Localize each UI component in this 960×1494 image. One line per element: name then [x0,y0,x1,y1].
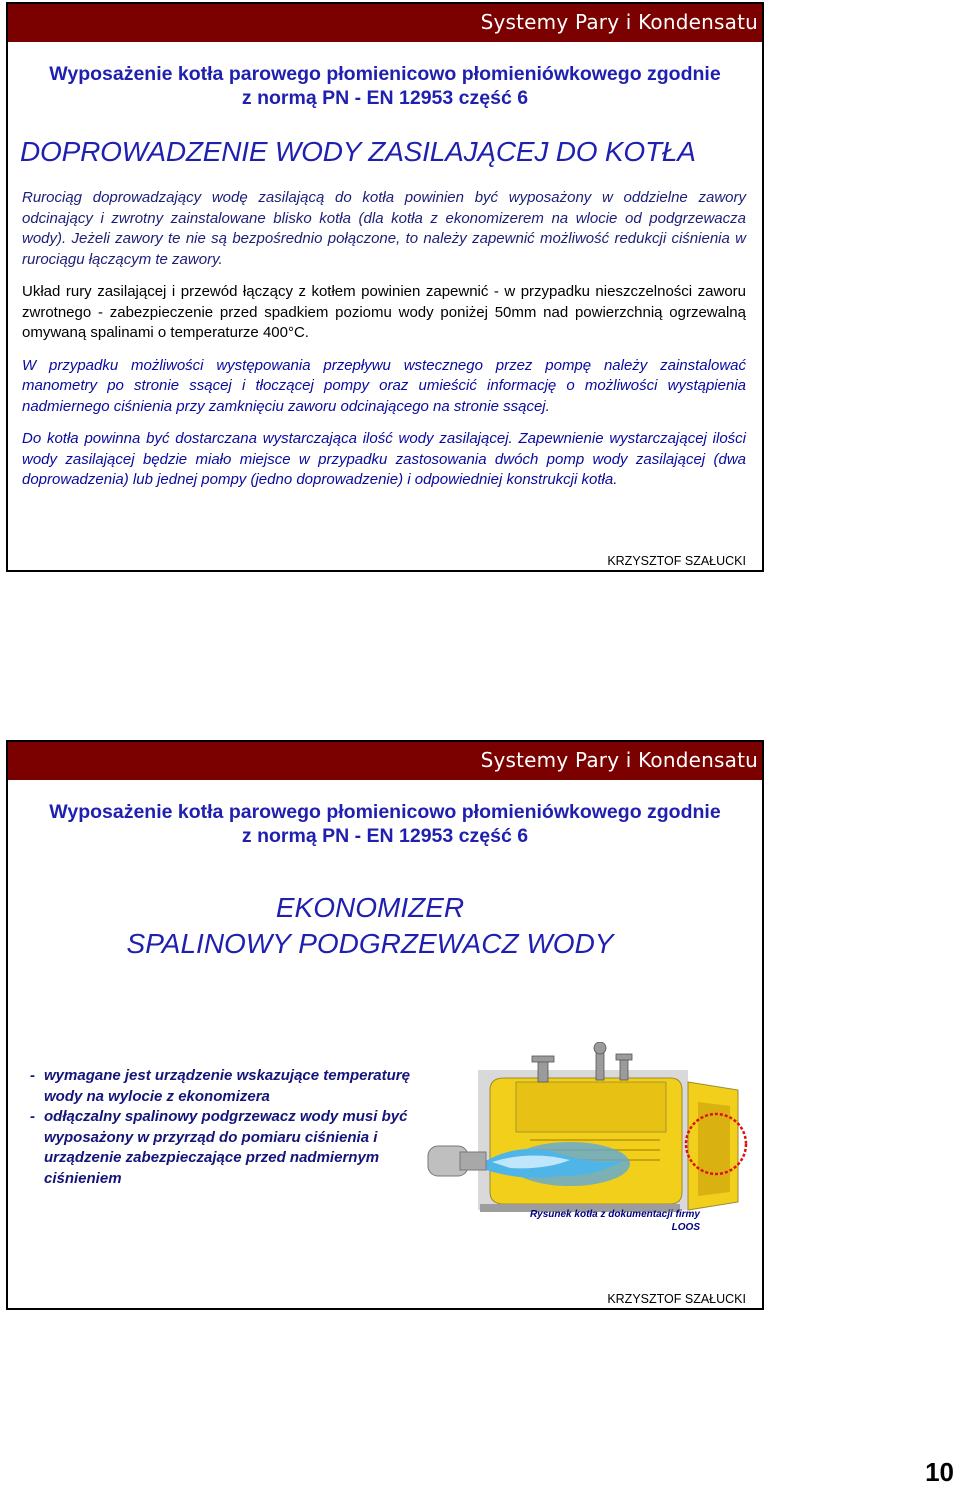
slide-footer-author: KRZYSZTOF SZAŁUCKI [607,554,746,568]
boiler-illustration [420,1042,750,1232]
list-item-text: odłączalny spalinowy podgrzewacz wody musi być wyposażony w przyrząd do pomiaru ciśnienia i urządzenie zabezpieczające przed nadmiernym ciśnieniem [44,1108,408,1187]
heading-line-1: EKONOMIZER [275,892,465,923]
slide-footer-author: KRZYSZTOF SZAŁUCKI [607,1292,746,1306]
list-dash: - [30,1108,35,1125]
subtitle-line-1: Wyposażenie kotła parowego płomienicowo płomieniówkowego zgodnie [49,801,721,823]
list-dash: - [30,1067,35,1084]
figure-caption [480,1208,700,1234]
slide-subtitle [8,800,762,848]
paragraph-1-part-a: Rurociąg doprowadzający wodę zasilającą do kotła powinien być wyposażony w oddzielne zawory odcinający i zwrotny zainstalowane blisko kotła (dla kotła z ekonomizerem na wlocie od podgrzewacza wody). [22,189,746,247]
paragraph-1 [22,188,746,270]
paragraph-4: Do kotła powinna być dostarczana wystarczająca ilość wody zasilającej. Zapewnienie wystarczającej ilości wody zasilającej będzie miało miejsce w przypadku zastosowania dwóch pomp wody zasilającej (dwa doprowadzenia) lub jednej pompy (jedno doprowadzenie) i odpowiedniej konstrukcji kotła. [22,430,746,488]
slide-heading: DOPROWADZENIE WODY ZASILAJĄCEJ DO KOTŁA [20,136,696,167]
subtitle-line-1: Wyposażenie kotła parowego płomienicowo płomieniówkowego zgodnie [49,63,721,85]
list-item-text: wymagane jest urządzenie wskazujące temperaturę wody na wylocie z ekonomizera [44,1067,410,1105]
slide-subtitle [8,62,762,110]
paragraph-3: W przypadku możliwości występowania przepływu wstecznego przez pompę należy zainstalować manometry po stronie ssącej i tłoczącej pompy oraz umieścić informację o możliwości wystąpienia nadmiernego ciśnienia przy zamknięciu zaworu odcinającego na stronie ssącej. [22,356,746,415]
caption-line-2: LOOS [671,1222,700,1233]
requirements-list [30,1066,420,1189]
slide-1 [6,2,764,572]
subtitle-line-2: z normą PN - EN 12953 część 6 [241,825,529,847]
banner-title: Systemy Pary i Kondensatu [480,748,758,772]
paragraph-2: Układ rury zasilającej i przewód łączący z kotłem powinien zapewnić - w przypadku nieszczelności zaworu zwrotnego - zabezpieczenie przed spadkiem poziomu wody poniżej 50mm nad powierzchnią ogrzewalną omywaną spalinami o temperaturze 400°C. [22,283,746,341]
list-item [30,1066,420,1107]
slide-heading [8,890,732,962]
subtitle-line-2: z normą PN - EN 12953 część 6 [241,87,529,109]
heading-line-2: SPALINOWY PODGRZEWACZ WODY [126,928,614,959]
steam-drum [516,1082,666,1132]
slide-banner [8,742,762,780]
list-item [30,1107,420,1189]
caption-line-1: Rysunek kotła z dokumentacji firmy [529,1209,700,1220]
page-number: 10 [925,1457,954,1487]
slide-banner [8,4,762,42]
slide-2 [6,740,764,1310]
paragraph-1-part-b: Jeżeli zawory te nie są bezpośrednio połączone, to należy zapewnić możliwość redukcji ciśnienia w rurociągu łączącym te zawory. [22,230,746,268]
banner-title: Systemy Pary i Kondensatu [480,10,758,34]
